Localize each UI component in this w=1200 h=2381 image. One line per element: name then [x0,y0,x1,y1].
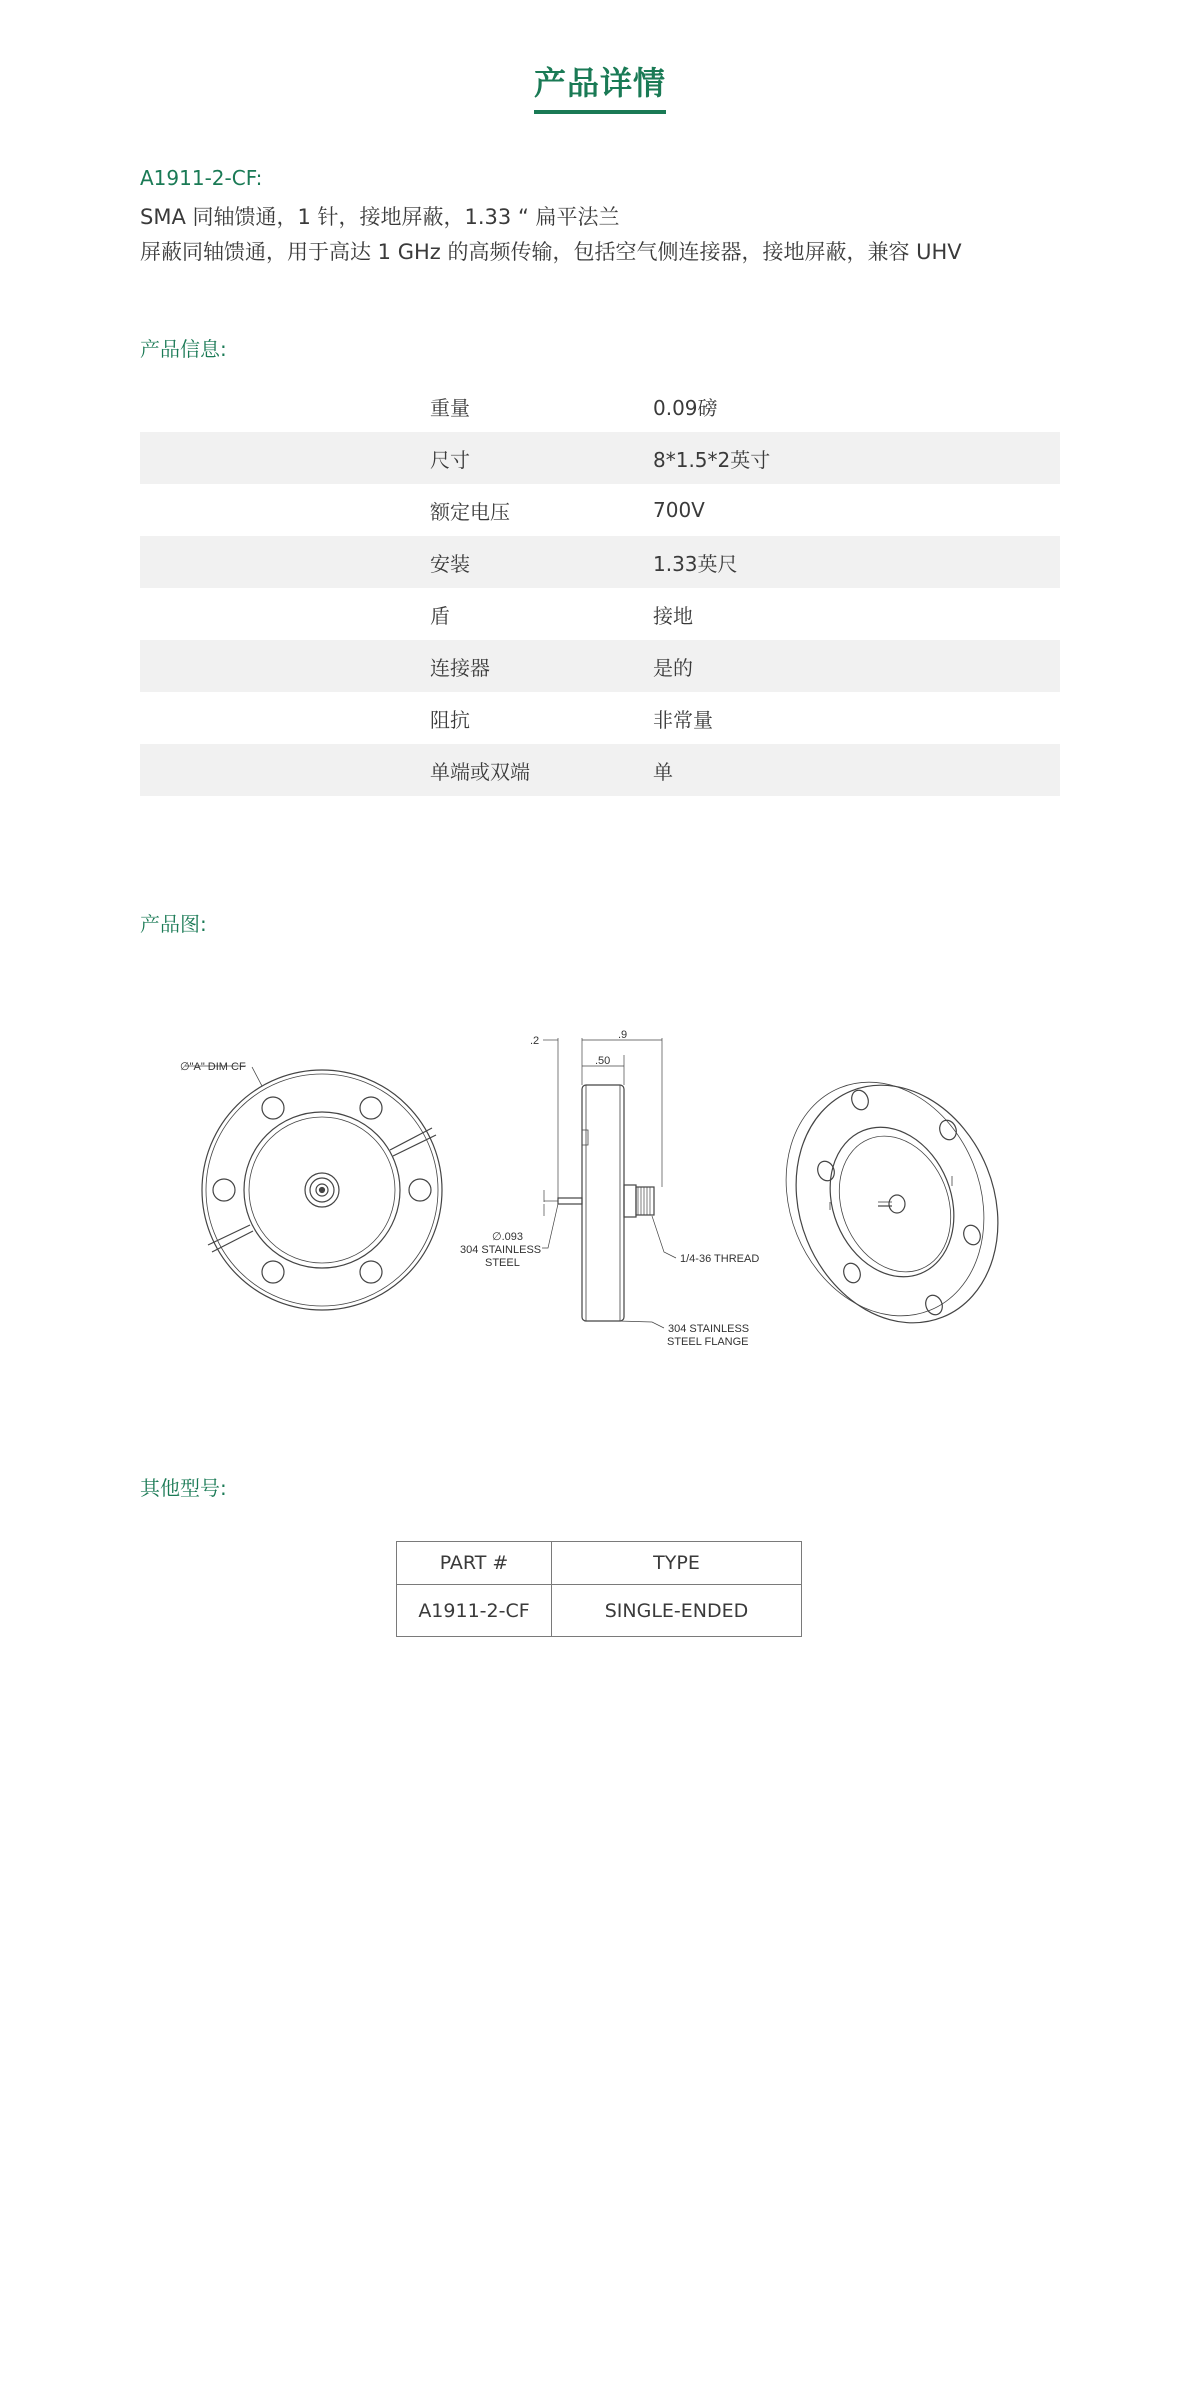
info-key: 盾 [430,603,450,628]
product-info-table [140,380,1060,796]
iso-view [752,1052,1033,1353]
table-row [140,536,1060,588]
table-row [140,640,1060,692]
info-value: 8*1.5*2英寸 [653,432,1060,484]
table-row [140,432,1060,484]
flange-material-label-1: 304 STAINLESS [668,1323,750,1335]
dim-50-label: .50 [595,1055,611,1067]
info-key: 尺寸 [140,432,653,484]
dim-9-label: .9 [618,1029,628,1041]
page-title: 产品详情 [534,58,666,114]
info-key: 重量 [430,395,470,420]
pin-dia-label: ∅.093 [492,1231,523,1243]
info-value: 700V [653,498,705,522]
intro-line-1: SMA 同轴馈通，1 针，接地屏蔽，1.33 “ 扁平法兰 [140,205,620,229]
info-key: 连接器 [140,640,653,692]
title-wrap [0,58,1200,114]
column-header: TYPE [552,1542,802,1585]
part-cell: A1911-2-CF [397,1585,552,1637]
info-key: 安装 [140,536,653,588]
model-label: A1911-2-CF: [140,166,263,190]
product-info-label: 产品信息: [140,337,227,361]
dim-2-label: .2 [530,1035,540,1047]
info-value: 0.09磅 [653,395,718,420]
info-key: 阻抗 [430,707,470,732]
other-models-table [396,1541,802,1637]
product-image-label: 产品图: [140,912,207,936]
info-value: 非常量 [653,707,713,732]
pin-material-label-1: 304 STAINLESS [460,1244,542,1256]
info-value: 是的 [653,640,1060,692]
info-value: 接地 [653,603,693,628]
table-row [140,692,1060,744]
side-view [542,1038,676,1328]
table-row [140,380,1060,432]
other-models-label: 其他型号: [140,1476,227,1500]
pin-material-label-2: STEEL [485,1257,520,1269]
table-row [140,744,1060,796]
dim-cf-label: ∅"A" DIM CF [180,1061,246,1073]
front-view [185,1066,442,1310]
column-header: PART # [397,1542,552,1585]
flange-material-label-2: STEEL FLANGE [667,1336,749,1348]
info-value: 1.33英尺 [653,536,1060,588]
product-drawing [140,990,1060,1370]
info-value: 单 [653,744,1060,796]
thread-label: 1/4-36 THREAD [680,1253,760,1265]
intro-line-2: 屏蔽同轴馈通，用于高达 1 GHz 的高频传输，包括空气侧连接器，接地屏蔽，兼容 UHV [140,240,962,264]
table-row [140,588,1060,640]
table-header-row [397,1542,802,1585]
info-key: 额定电压 [430,499,510,524]
type-cell: SINGLE-ENDED [552,1585,802,1637]
table-row [397,1585,802,1637]
info-key: 单端或双端 [140,744,653,796]
table-row [140,484,1060,536]
